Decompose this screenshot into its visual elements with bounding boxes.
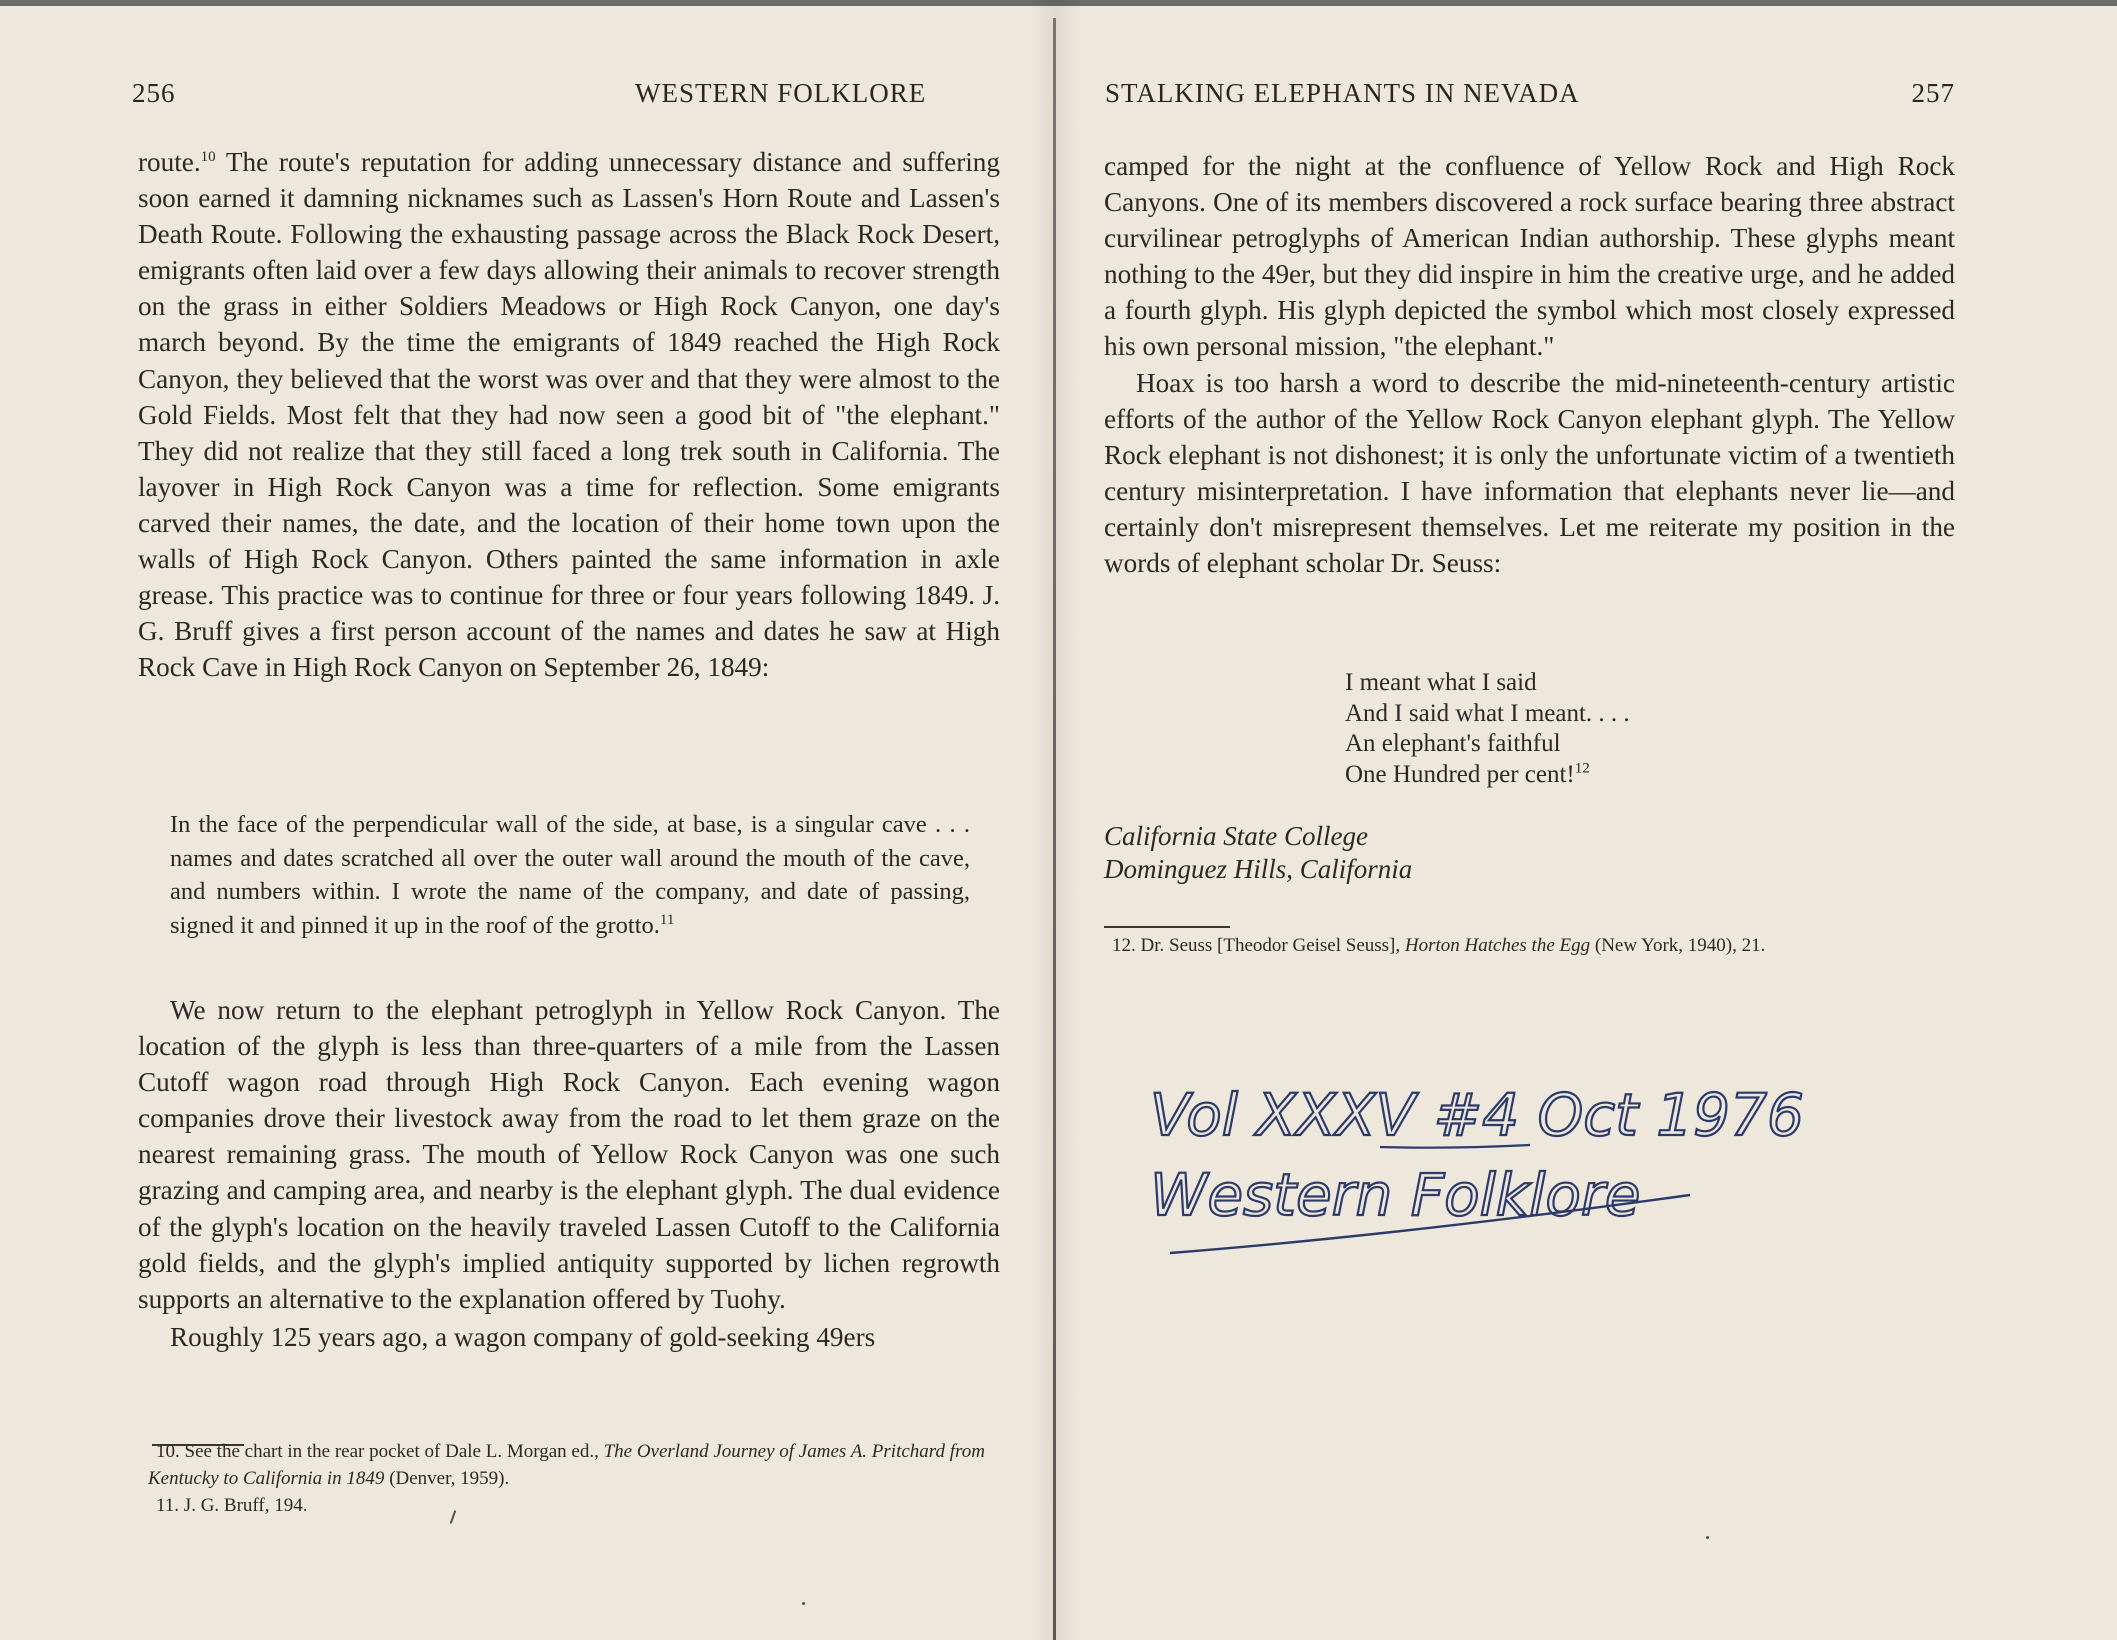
left-page-header — [130, 78, 1000, 118]
page-number: 256 — [132, 78, 176, 108]
running-head: WESTERN FOLKLORE — [635, 78, 927, 108]
left-paragraph-1 — [138, 144, 1000, 685]
footnote-text: 12. Dr. Seuss [Theodor Geisel Seuss], — [1112, 935, 1405, 956]
footnote-text: 10. See the chart in the rear pocket of Dale L. Morgan ed., — [156, 1441, 604, 1462]
author-affiliation — [1104, 820, 1412, 886]
poem-line: And I said what I meant. . . . — [1345, 699, 1630, 727]
footnote-title: The Overland Journey of James A. Pritchard from Kentucky to California in 1849 — [148, 1441, 985, 1489]
handwritten-line: Western Folklore — [1150, 1161, 1641, 1229]
footnote-text: (New York, 1940), 21. — [1590, 935, 1766, 956]
affiliation-line: Dominguez Hills, California — [1104, 854, 1413, 884]
right-page-header — [1100, 78, 1955, 118]
footnote-ref: 12 — [1574, 760, 1590, 777]
poem-line: I meant what I said — [1345, 669, 1537, 696]
poem-line: An elephant's faithful — [1345, 730, 1561, 757]
handwritten-annotation — [1150, 1065, 1804, 1265]
left-footnotes — [148, 1438, 990, 1519]
footnote-title: Horton Hatches the Egg — [1404, 935, 1591, 956]
page-number: 257 — [1911, 78, 1955, 108]
affiliation-line: California State College — [1104, 821, 1368, 851]
paragraph-text: The route's reputation for adding unnecessary distance and suffering soon earned it damning nicknames such as Lassen's Horn Route and Lassen's Death Route. Following the exhausting passage across the Black Rock Desert, emigrants often laid over a few days allowing their animals to recover strength on the grass in either Soldiers Meadows or High Rock Canyon, one day's march beyond. By the time the emigrants of 1849 reached the High Rock Canyon, they believed that the worst was over and that they were almost to the Gold Fields. Most felt that they had now seen a good bit of "the elephant." They did not realize that they still faced a long trek south in California. The layover in High Rock Canyon was a time for reflection. Some emigrants carved their names, the date, and the location of their home town upon the walls of High Rock Canyon. Others painted the same information in axle grease. This practice was to continue for three or four years following 1849. J. G. Bruff gives a first person account of the names and dates he saw at High Rock Cave in High Rock Canyon on September 26, 1849: — [138, 147, 1000, 683]
quote-text: In the face of the perpendicular wall of the side, at base, is a singular cave . . . names and dates scratched all over the outer wall around the mouth of the cave, and numbers within. I wrote the name of the company, and date of passing, signed it and pinned it up in the roof of the grotto. — [170, 811, 970, 939]
footnote-text: 11. J. G. Bruff, 194. — [156, 1495, 308, 1516]
left-paragraph-2 — [138, 992, 1000, 1355]
footnote-ref: 11 — [659, 911, 675, 928]
paragraph-text: route. — [138, 147, 201, 177]
paragraph-text: camped for the night at the confluence of Yellow Rock and High Rock Canyons. One of its members discovered a rock surface bearing three abstract curvilinear petroglyphs of American Indian authorship. These glyphs meant nothing to the 49er, but they did inspire in him the creative urge, and he added a fourth glyph. His glyph depicted the symbol which most closely expressed his own personal mission, "the elephant." — [1104, 151, 1955, 362]
paragraph-text: We now return to the elephant petroglyph in Yellow Rock Canyon. The location of the glyph is less than three-quarters of a mile from the Lassen Cutoff wagon road through High Rock Canyon. Each evening wagon companies drove their livestock away from the road to let them graze on the nearest remaining grass. The mouth of Yellow Rock Canyon was one such grazing and camping area, and nearby is the elephant glyph. The dual evidence of the glyph's location on the heavily traveled Lassen Cutoff to the California gold fields, and the glyph's implied antiquity supported by lichen regrowth supports an alternative to the explanation offered by Tuohy. — [138, 995, 1000, 1314]
paragraph-text: Roughly 125 years ago, a wagon company of gold-seeking 49ers — [170, 1321, 876, 1352]
left-page — [130, 0, 1000, 1640]
paragraph-text: Hoax is too harsh a word to describe the mid-nineteenth-century artistic efforts of the author of the Yellow Rock Canyon elephant glyph. The Yellow Rock elephant is not dishonest; it is only the unfortunate victim of a twentieth century misinterpretation. I have information that elephants never lie—and certainly don't misrepresent themselves. Let me reiterate my position in the words of elephant scholar Dr. Seuss: — [1104, 367, 1955, 579]
block-quote — [170, 808, 970, 942]
poem-line: One Hundred per cent! — [1345, 760, 1575, 788]
footnote-ref: 10 — [200, 148, 216, 165]
running-head: STALKING ELEPHANTS IN NEVADA — [1105, 78, 1580, 108]
paper-speck — [802, 1602, 805, 1605]
book-gutter — [1053, 18, 1056, 1640]
poem-line-last — [1345, 760, 1630, 791]
footnote-text: (Denver, 1959). — [384, 1468, 510, 1489]
handwritten-line: Vol XXXV #4 Oct 1976 — [1150, 1081, 1804, 1149]
poem-quote — [1345, 668, 1630, 790]
right-footnotes — [1104, 932, 1945, 959]
right-paragraph-1 — [1104, 148, 1955, 581]
footnote-rule — [1104, 926, 1230, 928]
right-page — [1100, 0, 1955, 1640]
paper-speck — [1706, 1536, 1709, 1539]
